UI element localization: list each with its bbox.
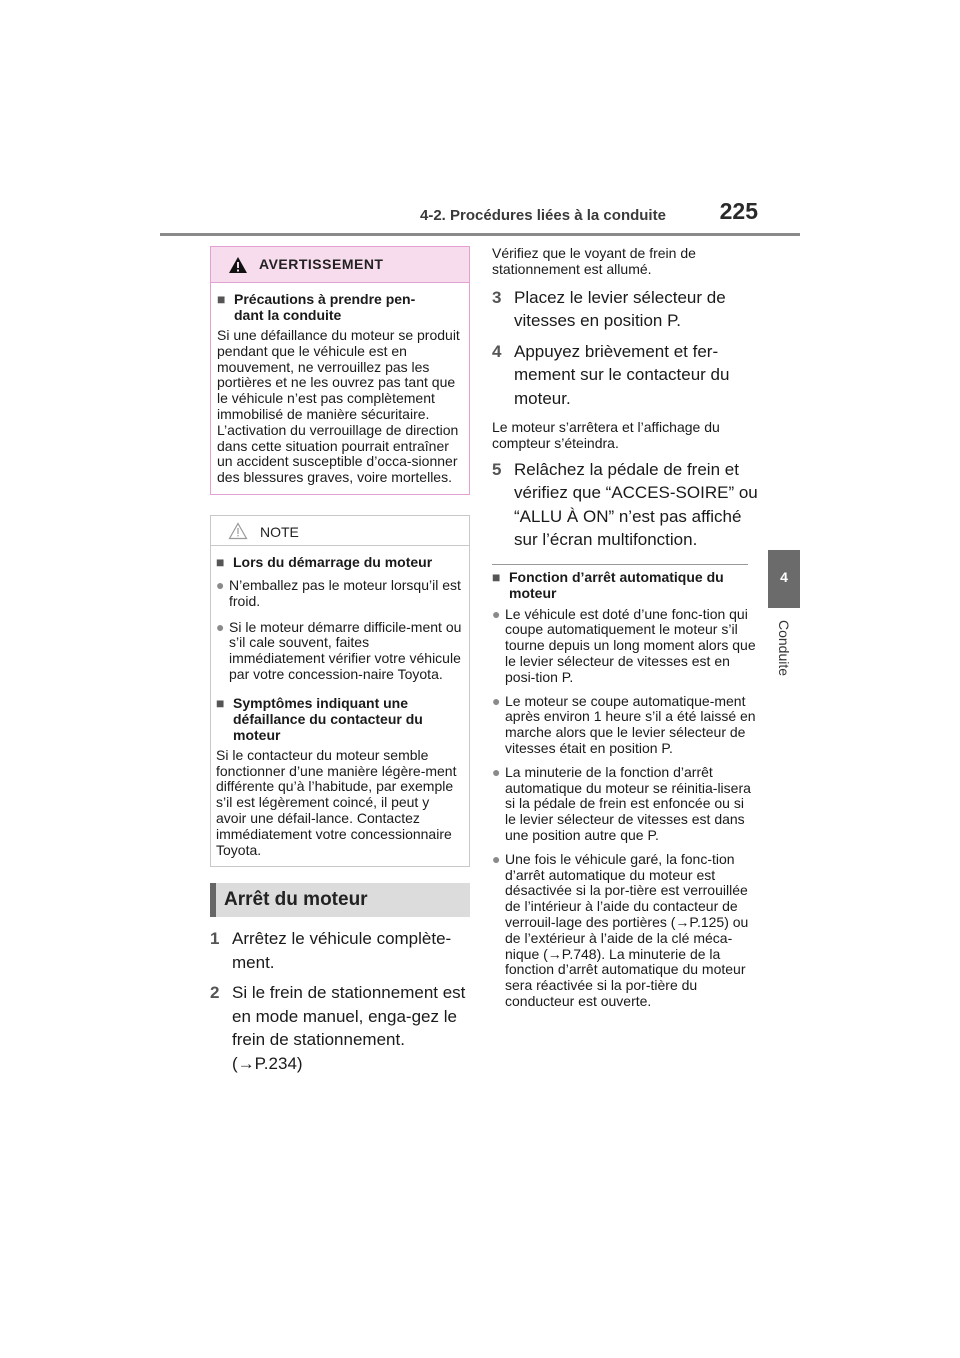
step-4 [492, 340, 758, 411]
caution-triangle-icon [228, 522, 248, 545]
step-number: 5 [492, 459, 502, 479]
circle-bullet-icon: ● [216, 618, 225, 635]
chapter-number: 4 [780, 569, 788, 585]
section-divider [492, 564, 748, 565]
auto-stop-bullet-1: ● Le véhicule est doté d’une fonc-tion qui coupe automatiquement le moteur s’il tourne depuis un long moment alors que le levier sélecteur de vitesses est en posi-tion P. [492, 605, 756, 685]
header-divider [160, 233, 800, 236]
square-bullet-icon: ■ [492, 568, 501, 585]
step-1 [210, 927, 470, 974]
step-number: 3 [492, 287, 502, 307]
section-heading: 4-2. Procédures liées à la conduite [420, 207, 666, 224]
warning-header [211, 247, 469, 283]
auto-stop-heading [492, 569, 758, 601]
step-3 [492, 286, 758, 333]
page-header [160, 198, 800, 234]
warning-title: AVERTISSEMENT [259, 256, 384, 272]
left-column [210, 246, 470, 1075]
note-bullet-2: ● Si le moteur démarre difficile-ment ou s’il cale souvent, faites immédiatement vérifier votre véhicule par votre concession-naire Toyota. [216, 618, 462, 682]
note-heading-symptoms [216, 695, 462, 743]
warning-heading [217, 291, 462, 323]
step-text: Relâchez la pédale de frein et vérifiez que “ACCES-SOIRE” ou “ALLU À ON” n’est pas affiché sur l’écran multifonction. [514, 459, 758, 550]
step-2 [210, 981, 470, 1075]
step-number: 1 [210, 929, 220, 949]
warning-body [211, 283, 469, 494]
step-text: Arrêtez le véhicule complète-ment. [232, 929, 452, 972]
circle-bullet-icon: ● [492, 605, 501, 622]
step-number: 2 [210, 983, 220, 1003]
note-heading-symptoms-text: Symptômes indiquant une défaillance du contacteur du moteur [233, 694, 423, 743]
section-title [210, 883, 470, 917]
chapter-label [772, 620, 796, 695]
step-text: Appuyez brièvement et fer-mement sur le contacteur du moteur. [514, 341, 730, 408]
square-bullet-icon: ■ [216, 553, 225, 570]
circle-bullet-icon: ● [216, 576, 225, 593]
note-text: Si le contacteur du moteur semble fonctionner d’une manière légère-ment différente qu’à l’habitude, par exemple s’il est légèrement coincé, il peut y avoir une défail-lance. Contactez immédiatement votre concessionnaire Toyota. [216, 746, 457, 858]
section-title-text: Arrêt du moteur [224, 889, 368, 911]
warning-text: Si une défaillance du moteur se produit pendant que le véhicule est en mouvement, ne verrouillez pas les portières et ne les ouvrez pas tant que le véhicule n’est pas complètement immobilisé de manière sécuritaire. L’activation du verrouillage de direction dans cette situation pourrait entraîner un accident susceptible d’occa-sionner des blessures graves, voire mortelles. [217, 327, 460, 486]
step-number: 4 [492, 341, 502, 361]
auto-stop-heading-text: Fonction d’arrêt automatique du moteur [509, 568, 724, 601]
note-header [211, 516, 469, 546]
note-box [210, 515, 470, 867]
note-heading-start [216, 554, 462, 570]
page-number: 225 [719, 198, 758, 224]
right-column [492, 246, 758, 1010]
warning-box [210, 246, 470, 495]
circle-bullet-icon: ● [492, 763, 501, 780]
step-5 [492, 458, 758, 552]
note-heading-start-text: Lors du démarrage du moteur [233, 553, 433, 570]
step-text: Si le frein de stationnement est en mode manuel, enga-gez le frein de stationnement. (→P.234) [232, 983, 466, 1073]
note-body [211, 546, 469, 866]
auto-stop-bullet-4: ● Une fois le véhicule garé, la fonc-tion d’arrêt automatique du moteur est désactivée si la por-tière est verrouillée de l’intérieur à l’aide du contacteur de verrouil-lage des portières (→P.125) ou de l’extérieur à l’aide de la clé méca-nique (→P.748). La minuterie de la fonction d’arrêt automatique du moteur sera réactivée si la por-tière du conducteur est ouverte. [492, 850, 749, 1010]
warning-heading-text: Précautions à prendre pen- dant la conduite [234, 291, 416, 323]
note-bullet-1: ● N’emballez pas le moteur lorsqu’il est froid. [216, 576, 461, 609]
intro-text: Vérifiez que le voyant de frein de stationnement est allumé. [492, 245, 696, 277]
step-text: Placez le levier sélecteur de vitesses en position P. [514, 287, 726, 331]
square-bullet-icon: ■ [216, 694, 225, 711]
auto-stop-bullet-3: ● La minuterie de la fonction d’arrêt automatique du moteur se réinitia-lisera si la pédale de frein est enfoncée ou si le levier sélecteur de vitesses est dans une position autre que P. [492, 763, 751, 844]
chapter-tab [768, 550, 800, 608]
warning-triangle-icon [228, 256, 248, 279]
square-bullet-icon: ■ [217, 291, 226, 307]
auto-stop-bullet-2: ● Le moteur se coupe automatique-ment après environ 1 heure s’il a été laissé en marche alors que le levier sélecteur de vitesses était en position P. [492, 692, 756, 757]
result-text: Le moteur s’arrêtera et l’affichage du compteur s’éteindra. [492, 419, 720, 451]
circle-bullet-icon: ● [492, 692, 501, 709]
note-title: NOTE [260, 523, 299, 540]
chapter-label-text: Conduite [776, 620, 792, 677]
circle-bullet-icon: ● [492, 850, 501, 867]
